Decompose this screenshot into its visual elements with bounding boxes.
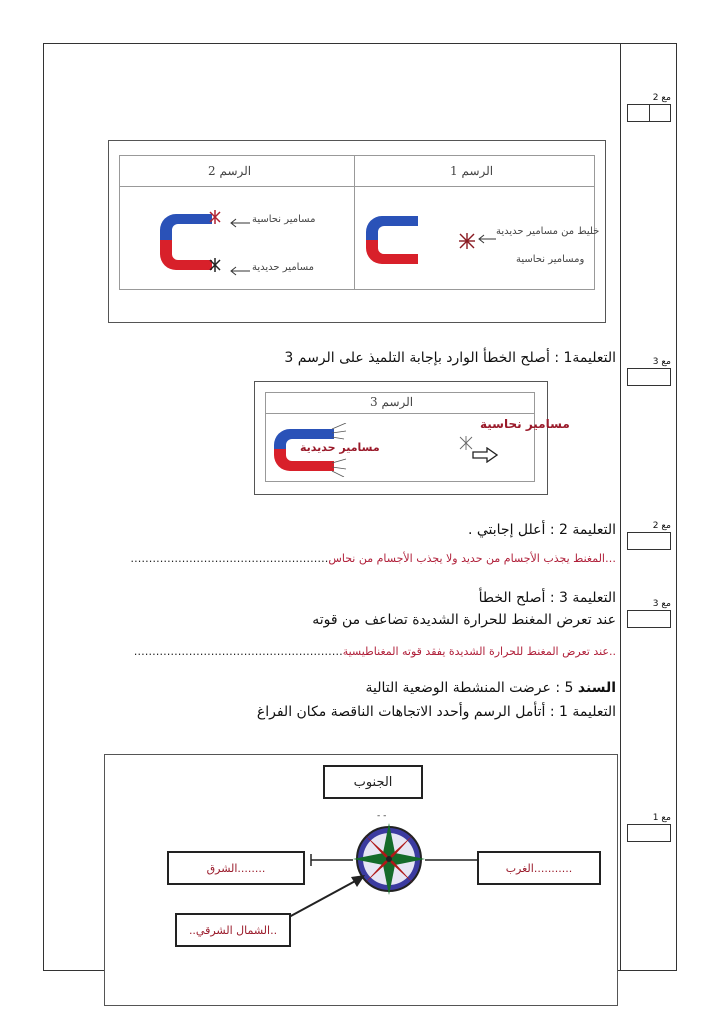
copper-nails-label-3: مسامير نحاسية	[480, 417, 570, 431]
score-box-4	[625, 598, 671, 628]
mix-nails-label-2: ومسامير نحاسية	[516, 254, 585, 265]
score-cell[interactable]	[649, 105, 671, 121]
score-margin-divider	[620, 43, 621, 971]
arrow-icon	[228, 266, 250, 276]
instruction-1: التعليمة1 : أصلح الخطأ الوارد بإجابة التلميذ على الرسم 3	[284, 350, 616, 366]
figure-magnets-1-2	[108, 140, 606, 323]
instruction-2: التعليمة 2 : أعلل إجابتي .	[467, 522, 616, 538]
score-box-5	[625, 812, 671, 842]
score-box-3	[625, 520, 671, 550]
figure-magnet-3	[254, 381, 570, 495]
iron-nails-label: مسامير حديدية	[252, 262, 315, 273]
page-frame-right	[676, 43, 677, 971]
figure-table	[119, 155, 600, 290]
score-label: مع 3	[652, 599, 671, 609]
east-arrow-icon	[309, 853, 353, 867]
compass-figure	[104, 754, 618, 1006]
wrong-statement: عند تعرض المغنط للحرارة الشديدة تضاعف من قوته	[312, 612, 616, 628]
hollow-arrow-icon	[472, 447, 498, 463]
nails-mix-icon	[458, 232, 476, 250]
answer-3[interactable]: ..عند تعرض المغنط للحرارة الشديدة يفقد قوته المغناطيسية	[342, 645, 616, 658]
east-answer[interactable]: ........الشرق	[206, 861, 266, 875]
caption-drawing-2: الرسم 2	[208, 164, 252, 178]
answer-2[interactable]: …المغنط يجذب الأجسام من حديد ولا يجذب الأجسام من نحاس	[328, 552, 616, 565]
answer-line-3	[66, 640, 616, 659]
section-5-instruction: التعليمة 1 : أتأمل الرسم وأحدد الاتجاهات الناقصة مكان الفراغ	[256, 704, 616, 720]
west-box	[477, 851, 601, 885]
answer-dots-2: ………………………………………………	[130, 552, 329, 565]
figure-3-table	[265, 392, 570, 482]
caption-drawing-3: الرسم 3	[370, 395, 414, 409]
score-label: مع 3	[652, 357, 671, 367]
north-marker: - -	[377, 811, 387, 821]
score-cell[interactable]	[628, 105, 649, 121]
section-5-heading	[96, 680, 616, 696]
instruction-3: التعليمة 3 : أصلح الخطأ	[478, 590, 616, 606]
iron-nails-label-3: مسامير حديدية	[300, 441, 380, 454]
section-5-bold: السند	[577, 680, 616, 696]
west-answer[interactable]: ...........الغرب	[505, 861, 573, 875]
arrow-icon	[228, 218, 250, 228]
magnet-icon-drawing-2	[154, 208, 226, 280]
section-5-rest: 5 : عرضت المنشطة الوضعية التالية	[365, 680, 578, 696]
caption-drawing-1: الرسم 1	[450, 164, 494, 178]
arrow-icon	[476, 234, 496, 244]
magnet-icon-drawing-1	[360, 208, 420, 272]
copper-nails-label: مسامير نحاسية	[252, 214, 316, 225]
south-box	[323, 765, 423, 799]
score-label: مع 2	[652, 521, 671, 531]
northeast-box	[175, 913, 291, 947]
south-label: الجنوب	[353, 774, 393, 790]
page-frame-left	[43, 43, 44, 971]
answer-line-2	[76, 547, 616, 566]
northeast-answer[interactable]: ..الشمال الشرقي..	[188, 923, 278, 937]
east-box	[167, 851, 305, 885]
score-label: مع 1	[652, 813, 671, 823]
page-frame-top	[43, 43, 676, 44]
score-label: مع 2	[652, 93, 671, 103]
mix-nails-label-1: خليط من مسامير حديدية	[496, 226, 600, 237]
score-box-2	[625, 356, 671, 386]
answer-dots-3: …………………………………………………	[133, 645, 343, 658]
score-box-1	[625, 92, 671, 122]
west-arrow-icon	[425, 853, 481, 867]
